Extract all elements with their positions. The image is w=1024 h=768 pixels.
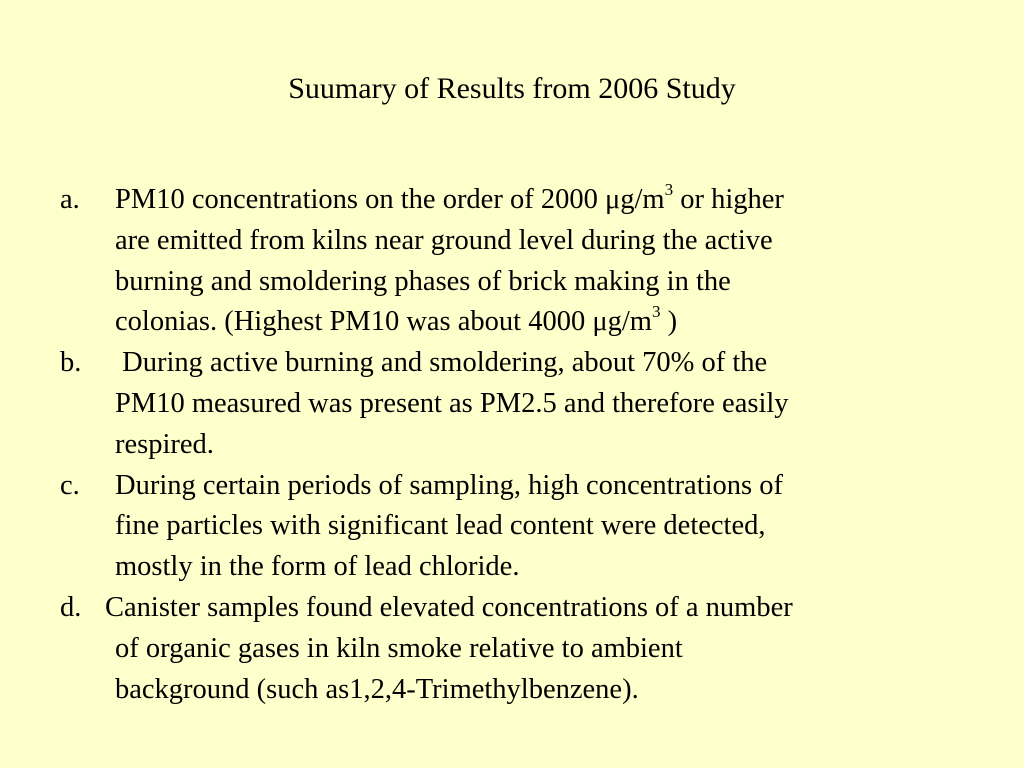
superscript: 3 [664,179,674,199]
list-item-b [60,343,940,465]
text-run: colonias. (Highest PM10 was about 4000 μg/m [115,306,652,338]
text-run: ) [660,306,678,338]
text-line: of organic gases in kiln smoke relative to ambient [115,632,683,664]
list-item-text [115,466,940,588]
text-run: PM10 concentrations on the order of 2000 μg/m [115,184,665,215]
list-item-a [60,180,940,343]
list-marker: a. [60,184,80,215]
text-line: PM10 measured was present as PM2.5 and therefore easily [115,387,789,419]
text-line: fine particles with significant lead content were detected, [115,510,766,542]
text-line: Canister samples found elevated concentrations of a number [105,591,793,623]
text-line: mostly in the form of lead chloride. [115,551,520,583]
list-marker: d. [60,591,82,623]
text-line [115,302,940,343]
list-item-c [60,466,940,588]
list-item-text [115,180,940,343]
text-run: or higher [673,184,784,215]
list-marker: c. [60,469,80,501]
text-line: are emitted from kilns near ground level during the active [115,224,773,256]
text-line: background (such as1,2,4-Trimethylbenzene). [115,673,639,705]
list-item-d [60,588,940,710]
text-line [115,180,940,221]
text-line: During active burning and smoldering, about 70% of the [115,347,768,379]
results-list [60,180,940,710]
text-line: respired. [115,428,214,460]
superscript: 3 [651,302,661,322]
text-line: During certain periods of sampling, high concentrations of [115,469,783,501]
text-line: burning and smoldering phases of brick making in the [115,265,731,297]
list-item-text [105,588,940,710]
list-item-text [115,343,940,465]
list-marker: b. [60,347,82,379]
slide-title: Suumary of Results from 2006 Study [288,72,736,105]
